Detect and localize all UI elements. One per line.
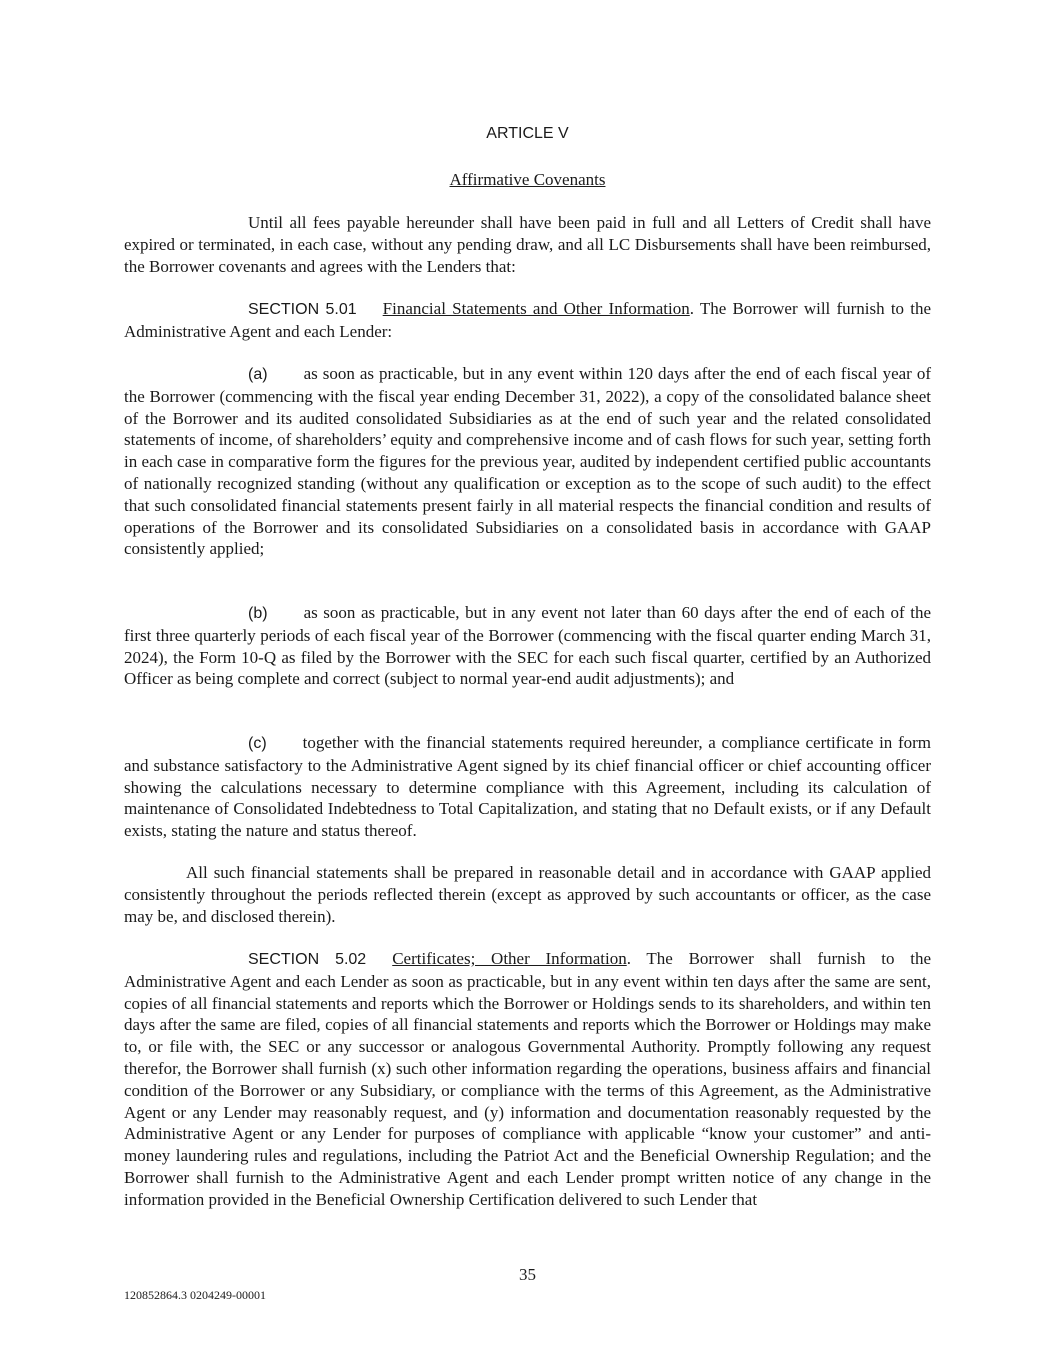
item-b bbox=[124, 602, 931, 690]
item-b-text: as soon as practicable, but in any event not later than 60 days after the end of each of the first three quarterly periods of each fiscal year of the Borrower (commencing with the fiscal quarter ending March 31, 2024), the Form 10-Q as filed by the Borrower with the SEC for each such fiscal quarter, certified by an Authorized Officer as being complete and correct (subject to normal year-end audit adjustments); and bbox=[124, 603, 931, 689]
item-c-label: (c) bbox=[248, 735, 267, 752]
section-5-01-heading: Financial Statements and Other Information bbox=[382, 299, 690, 318]
page-number: 35 bbox=[519, 1265, 536, 1284]
section-5-02-heading: Certificates; Other Information bbox=[392, 949, 627, 968]
section-5-01-label: SECTION 5.01 bbox=[248, 301, 357, 318]
item-a bbox=[124, 363, 931, 560]
article-subtitle-text: Affirmative Covenants bbox=[449, 170, 606, 189]
section-5-01-text: . The Borrower will furnish to the Administrative Agent and each Lender: bbox=[124, 299, 932, 341]
item-c-text: together with the financial statements required hereunder, a compliance certificate in form and substance satisfactory to the Administrative Agent signed by its chief financial officer or chief accounting officer showing the calculations necessary to determine compliance with this Agreement, including its calculation of maintenance of Consolidated Indebtedness to Total Capitalization, and stating that no Default exists, or if any Default exists, stating the nature and status thereof. bbox=[124, 733, 931, 841]
article-subtitle bbox=[0, 170, 1055, 190]
item-a-text: as soon as practicable, but in any event within 120 days after the end of each fiscal year of the Borrower (commencing with the fiscal year ending December 31, 2022), a copy of the consolidated balance sheet of the Borrower and its audited consolidated Subsidiaries as at the end of such year and the related consolidated statements of income, of shareholders’ equity and comprehensive income and of cash flows for such year, setting forth in each case in comparative form the figures for the previous year, audited by independent certified public accountants of nationally recognized standing (without any qualification or exception as to the scope of such audit) to the effect that such consolidated financial statements present fairly in all material respects the financial condition and results of operations of the Borrower and its consolidated Subsidiaries on a consolidated basis in accordance with GAAP consistently applied; bbox=[124, 364, 931, 559]
intro-paragraph: Until all fees payable hereunder shall have been paid in full and all Letters of Credit shall have expired or terminated, in each case, without any pending draw, and all LC Disbursements shall have been reimbursed, the Borrower covenants and agrees with the Lenders that: bbox=[124, 213, 931, 276]
section-5-02-label: SECTION 5.02 bbox=[248, 951, 367, 968]
item-a-label: (a) bbox=[248, 366, 268, 383]
document-id: 120852864.3 0204249-00001 bbox=[124, 1288, 266, 1302]
item-c bbox=[124, 732, 931, 842]
all-such-paragraph: All such financial statements shall be prepared in reasonable detail and in accordance with GAAP applied consistently throughout the periods reflected therein (except as approved by such accountants or officer, as the case may be, and disclosed therein). bbox=[124, 863, 931, 926]
item-b-label: (b) bbox=[248, 605, 268, 622]
section-5-02-text: . The Borrower shall furnish to the Administrative Agent and each Lender as soon as practicable, but in any event within ten days after the same are sent, copies of all financial statements and reports which the Borrower or Holdings sends to its shareholders, and within ten days after the same are filed, copies of all financial statements and reports which the Borrower or Holdings may make to, or file with, the SEC or any successor or analogous Governmental Authority. Promptly following any request therefor, the Borrower shall furnish (x) such other information regarding the operations, business affairs and financial condition of the Borrower or any Subsidiary, or compliance with the terms of this Agreement, as the Administrative Agent or any Lender may reasonably request, and (y) information and documentation reasonably requested by the Administrative Agent or any Lender for purposes of compliance with applicable “know your customer” and anti-money laundering rules and regulations, including the Patriot Act and the Beneficial Ownership Regulation; and the Borrower shall furnish to the Administrative Agent and each Lender prompt written notice of any change in the information provided in the Beneficial Ownership Certification delivered to such Lender that bbox=[124, 949, 932, 1209]
section-5-01 bbox=[124, 298, 931, 343]
section-5-02 bbox=[124, 948, 931, 1211]
article-title: ARTICLE V bbox=[486, 125, 569, 142]
